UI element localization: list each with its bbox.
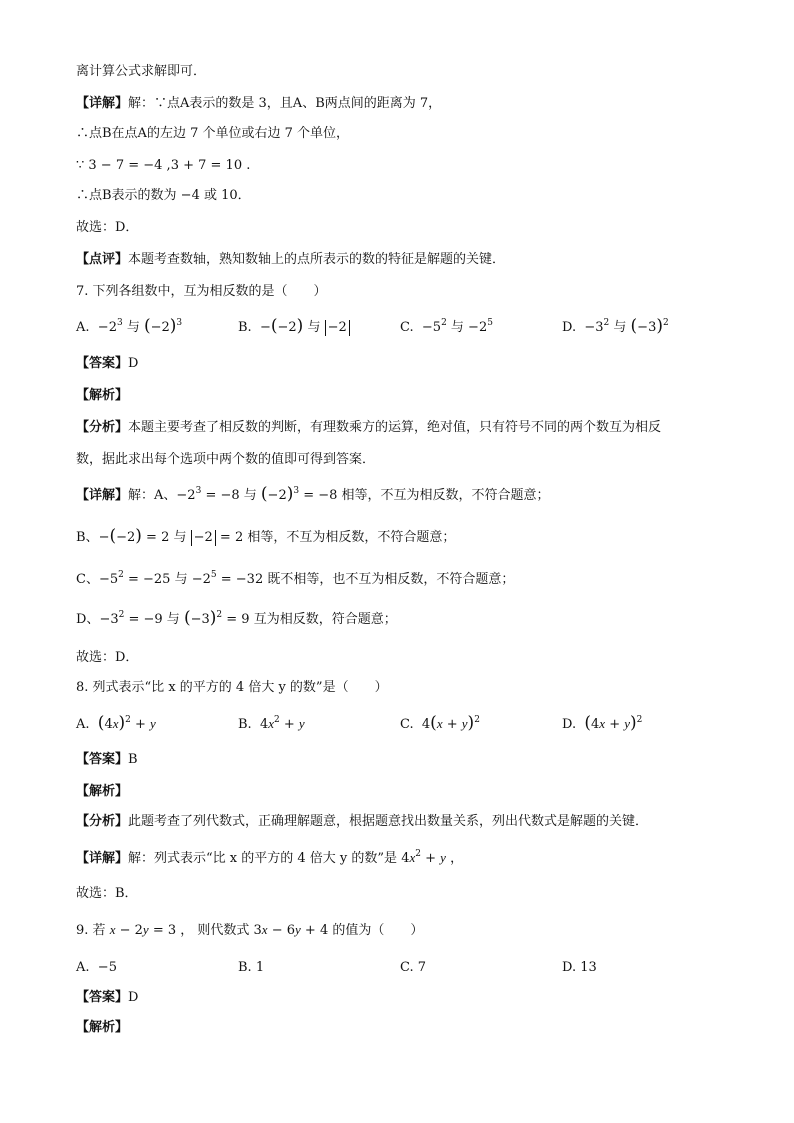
text-line: 离计算公式求解即可． <box>76 64 207 79</box>
text-line: ∴点B在点A的左边 7 个单位或右边 7 个单位， <box>76 126 350 141</box>
option-d: D. 13 <box>562 960 597 975</box>
text-line: 故选：B． <box>76 886 138 901</box>
option-b: B. $4x^2 + y$ <box>238 715 305 732</box>
option-d: D. $(4x + y)^2$ <box>562 713 643 733</box>
answer-line: 【答案】D <box>76 990 139 1005</box>
analysis-tag: 【解析】 <box>76 784 129 799</box>
text-line: 故选：D． <box>76 650 139 665</box>
option-d: D. $-3^2$ 与 $(-3)^2$ <box>562 316 669 336</box>
option-a: A. $-2^3$ 与 $(-2)^3$ <box>76 316 183 336</box>
text-line: ∵ 3 − 7 = −4 ,3 + 7 = 10 . <box>76 158 251 173</box>
text-line: 数，据此求出每个选项中两个数的值即可得到答案． <box>76 452 376 467</box>
section-tag: 【详解】 <box>76 96 129 111</box>
text-line: 【详解】解：列式表示“比 x 的平方的 4 倍大 y 的数”是 $4x^2 + y$ ， <box>76 849 464 866</box>
section-tag: 【点评】 <box>76 252 129 267</box>
text-line: C、$-5^2 = -25$ 与 $-2^5 = -32$ 既不相等，也不互为相反数，不符合题意； <box>76 570 515 587</box>
text-line <box>76 250 505 270</box>
analysis-tag: 【解析】 <box>76 1020 129 1035</box>
option-b: B. 1 <box>238 960 265 975</box>
answer-line: 【答案】D <box>76 356 139 371</box>
text-line: ∴点B表示的数为 −4 或 10． <box>76 188 251 203</box>
analysis-tag: 【解析】 <box>76 388 129 403</box>
option-c: C. $-5^2$ 与 $-2^5$ <box>400 318 493 335</box>
text-line: 【详解】解：A、$-2^3 = -8$ 与 $(-2)^3 = -8$ 相等，不互为相反数，不符合题意； <box>76 484 550 504</box>
option-b: B. −(−2) 与 −2 <box>238 318 350 338</box>
text: 本题考查数轴，熟知数轴上的点所表示的数的特征是解题的关键． <box>128 252 506 267</box>
option-c: C. 7 <box>400 960 427 975</box>
option-c: C. $4(x + y)^2$ <box>400 713 480 733</box>
answer-line: 【答案】B <box>76 752 138 767</box>
text-line: 【分析】此题考查了列代数式，正确理解题意，根据题意找出数量关系，列出代数式是解题的关键． <box>76 814 649 829</box>
text-line: 故选：D． <box>76 220 139 235</box>
option-a: A. −5 <box>76 960 117 975</box>
option-a: A. $(4x)^2 + y$ <box>76 713 156 733</box>
question-stem: 7. 下列各组数中，互为相反数的是（ ） <box>76 284 327 299</box>
text-line: 【分析】本题主要考查了相反数的判断，有理数乘方的运算，绝对值，只有符号不同的两个数互为相反 <box>76 420 662 435</box>
question-stem: 8. 列式表示“比 x 的平方的 4 倍大 y 的数”是（ ） <box>76 680 388 695</box>
text: 解：∵点A表示的数是 3，且A、B两点间的距离为 7， <box>128 96 442 111</box>
text-line: D、$-3^2 = -9$ 与 $(-3)^2 = 9$ 互为相反数，符合题意； <box>76 608 397 628</box>
question-stem: 9. 若 x − 2y = 3 ， 则代数式 3x − 6y + 4 的值为（ ） <box>76 922 424 938</box>
text-line <box>76 94 441 114</box>
text-line: B、−(−2) = 2 与 −2 = 2 相等，不互为相反数，不符合题意； <box>76 526 456 546</box>
